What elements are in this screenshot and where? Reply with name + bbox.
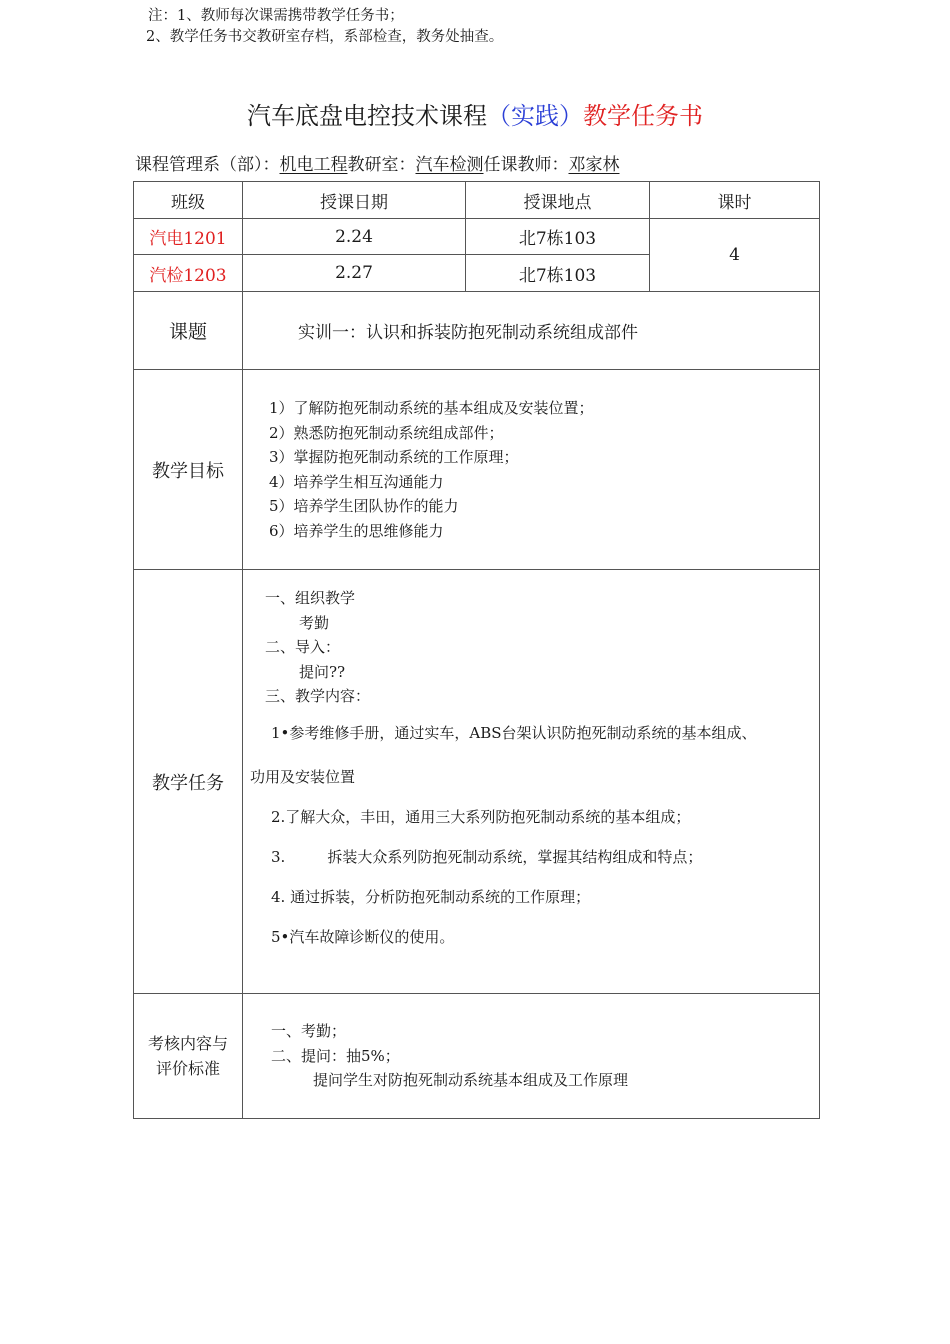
goal-item: 5）培养学生团队协作的能力 bbox=[269, 497, 459, 515]
title-main: 汽车底盘电控技术课程 bbox=[247, 102, 487, 130]
title-practice: （实践） bbox=[487, 102, 583, 130]
table-row bbox=[134, 219, 820, 255]
eval-label-line-1: 考核内容与 bbox=[147, 1034, 228, 1053]
topic-row bbox=[134, 292, 820, 370]
eval-label-line-2: 评价标准 bbox=[155, 1059, 220, 1078]
class-cell: 汽检1203 bbox=[134, 255, 243, 292]
dept-label: 课程管理系（部）： bbox=[135, 155, 280, 175]
topic-label: 课题 bbox=[134, 292, 243, 370]
task-item-1-cont: 功用及安装位置 bbox=[250, 767, 356, 786]
task-item-3-number: 3. bbox=[271, 847, 286, 866]
header-class: 班级 bbox=[134, 182, 243, 219]
tasks-label: 教学任务 bbox=[134, 570, 243, 994]
place-cell: 北7栋103 bbox=[466, 219, 650, 255]
notes bbox=[148, 6, 503, 48]
task-attendance: 考勤 bbox=[299, 613, 330, 632]
goals-row bbox=[134, 370, 820, 570]
task-item-3-text: 拆装大众系列防抱死制动系统，掌握其结构组成和特点； bbox=[327, 847, 703, 866]
task-item-4: 4. 通过拆装，分析防抱死制动系统的工作原理； bbox=[271, 887, 591, 906]
course-info-line bbox=[135, 150, 620, 175]
goal-item: 3）掌握防抱死制动系统的工作原理； bbox=[269, 448, 519, 466]
eval-item-2: 二、提问：抽5%； bbox=[271, 1046, 400, 1065]
task-item-1: 1•参考维修手册，通过实车，ABS台架认识防抱死制动系统的基本组成、 bbox=[271, 723, 757, 742]
task-section-2: 二、导入： bbox=[265, 638, 341, 657]
task-table bbox=[133, 181, 820, 1119]
teacher-value: 邓家林 bbox=[568, 155, 620, 175]
title-task-book: 教学任务书 bbox=[583, 102, 703, 130]
header-hours: 课时 bbox=[650, 182, 820, 219]
goal-item: 1）了解防抱死制动系统的基本组成及安装位置； bbox=[269, 399, 594, 417]
class-cell: 汽电1201 bbox=[134, 219, 243, 255]
teacher-label: 任课教师： bbox=[483, 155, 569, 175]
eval-item-2-detail: 提问学生对防抱死制动系统基本组成及工作原理 bbox=[313, 1071, 629, 1090]
office-label: 教研室： bbox=[347, 155, 416, 175]
document-title bbox=[0, 96, 950, 131]
goal-item: 4）培养学生相互沟通能力 bbox=[269, 472, 444, 491]
goal-item: 2）熟悉防抱死制动系统组成部件； bbox=[269, 423, 504, 442]
task-section-3: 三、教学内容： bbox=[265, 687, 371, 706]
header-row bbox=[134, 182, 820, 219]
office-value: 汽车检测 bbox=[415, 155, 484, 175]
eval-content bbox=[243, 994, 820, 1119]
task-item-3 bbox=[243, 846, 819, 867]
date-cell: 2.27 bbox=[243, 255, 466, 292]
header-place: 授课地点 bbox=[466, 182, 650, 219]
topic-value: 实训一：认识和拆装防抱死制动系统组成部件 bbox=[243, 292, 820, 370]
tasks-row bbox=[134, 570, 820, 994]
task-item-5: 5•汽车故障诊断仪的使用。 bbox=[271, 927, 455, 946]
task-item-2: 2.了解大众，丰田，通用三大系列防抱死制动系统的基本组成； bbox=[271, 807, 691, 826]
dept-value: 机电工程 bbox=[279, 155, 348, 175]
task-section-1: 一、组织教学 bbox=[265, 589, 356, 608]
note-line-2: 2、教学任务书交教研室存档，系部检查，教务处抽查。 bbox=[146, 29, 504, 45]
goal-item: 6）培养学生的思维修能力 bbox=[269, 521, 444, 540]
task-question: 提问?? bbox=[299, 662, 346, 681]
eval-row bbox=[134, 994, 820, 1119]
tasks-content bbox=[243, 570, 820, 994]
place-cell: 北7栋103 bbox=[466, 255, 650, 292]
eval-label bbox=[134, 994, 243, 1119]
goals-label: 教学目标 bbox=[134, 370, 243, 570]
date-cell: 2.24 bbox=[243, 219, 466, 255]
header-date: 授课日期 bbox=[243, 182, 466, 219]
goals-list bbox=[243, 370, 820, 570]
hours-cell: 4 bbox=[650, 219, 820, 292]
eval-item-1: 一、考勤； bbox=[271, 1022, 347, 1041]
note-line-1: 注：1、教师每次课需携带教学任务书； bbox=[148, 8, 404, 24]
